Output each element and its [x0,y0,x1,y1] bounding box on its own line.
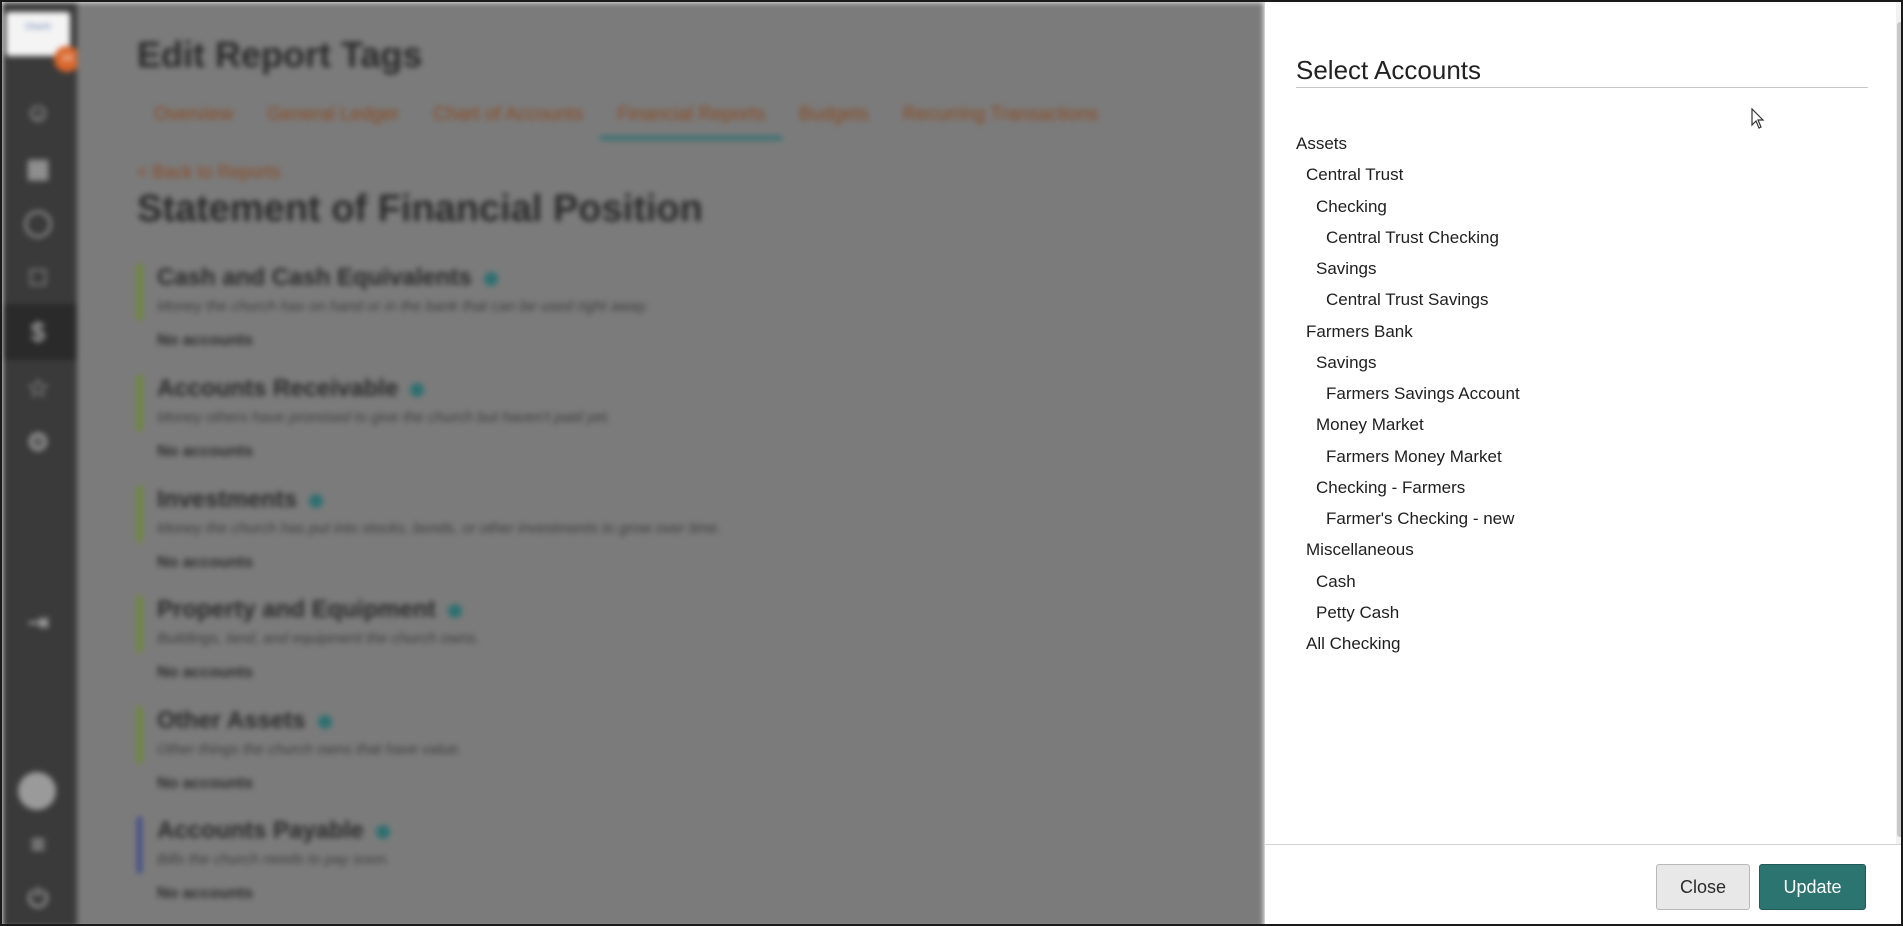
report-section [137,264,1037,356]
tab-financial-reports[interactable]: Financial Reports [600,100,782,140]
section-accent-bar [137,707,142,763]
section-accent-bar [137,817,142,873]
section-empty-text: No accounts [157,443,254,460]
panel-title-divider [1296,87,1868,88]
tab-bar [137,100,1115,140]
section-title-text: Accounts Payable [157,817,364,844]
section-description: Money others have promised to give the church but haven't paid yet. [157,409,611,426]
section-title [157,707,332,735]
report-section [137,596,1037,688]
account-item[interactable]: Savings [1316,352,1377,372]
account-item[interactable]: Farmer's Checking - new [1326,509,1515,528]
sliders-icon[interactable]: ≡ [30,829,46,859]
collapse-icon[interactable]: ⇥ [27,607,49,637]
panel-title: Select Accounts [1296,55,1481,85]
gear-icon[interactable]: ⚙ [26,427,50,457]
section-title-text: Cash and Cash Equivalents [157,264,472,291]
section-title-text: Other Assets [157,707,306,734]
report-section [137,817,1037,909]
account-item[interactable]: Central Trust [1306,165,1404,185]
section-empty-text: No accounts [157,332,254,349]
account-item[interactable]: Assets [1296,134,1348,153]
main-content [77,2,1264,926]
account-tree [1296,133,1856,664]
tab-overview[interactable]: Overview [154,104,234,125]
avatar[interactable] [18,772,56,810]
report-section [137,375,1037,467]
section-accent-bar [137,264,142,320]
account-item[interactable]: Checking - Farmers [1316,477,1466,497]
report-title: Statement of Financial Position [137,188,703,230]
info-icon[interactable] [376,825,390,839]
account-item[interactable]: All Checking [1306,634,1401,653]
account-item[interactable]: Money Market [1316,415,1424,435]
update-button[interactable]: Update [1759,864,1866,910]
report-section [137,486,1037,578]
account-item[interactable]: Miscellaneous [1306,540,1414,560]
info-icon[interactable] [309,494,323,508]
section-title [157,817,390,845]
report-section [137,707,1037,799]
section-empty-text: No accounts [157,775,254,792]
tab-budgets[interactable]: Budgets [799,104,869,125]
mouse-cursor-icon [1751,108,1765,130]
section-description: Money the church has on hand or in the bank that can be used right away. [157,298,649,315]
section-accent-bar [137,486,142,542]
section-title-text: Property and Equipment [157,596,436,623]
account-item[interactable]: Farmers Money Market [1326,446,1502,466]
people-icon[interactable]: ☺ [24,97,52,127]
back-to-reports-link[interactable]: < Back to Reports [137,162,281,182]
star-icon[interactable]: ☆ [26,373,50,403]
account-item[interactable]: Central Trust Savings [1326,290,1489,310]
section-empty-text: No accounts [157,885,254,902]
section-empty-text: No accounts [157,554,254,571]
panel-footer-divider [1265,844,1903,845]
background-app [2,2,1264,926]
info-icon[interactable] [448,604,462,618]
sidebar [2,2,77,926]
section-description: Buildings, land, and equipment the church owns. [157,630,480,647]
section-title [157,375,424,403]
account-item[interactable]: Farmers Bank [1306,321,1413,341]
section-empty-text: No accounts [157,664,254,681]
section-title-text: Accounts Receivable [157,375,399,402]
section-title [157,596,462,624]
account-item[interactable]: Central Trust Checking [1326,227,1499,247]
account-item[interactable]: Savings [1316,259,1377,278]
section-title-text: Investments [157,486,298,513]
account-item[interactable]: Cash [1316,571,1356,591]
section-description: Bills the church needs to pay soon. [157,851,390,868]
section-title [157,486,323,514]
calendar-icon[interactable]: ▦ [25,153,51,183]
tab-general-ledger[interactable]: General Ledger [267,104,400,125]
section-description: Money the church has put into stocks, bonds, or other investments to grow over time. [157,520,722,537]
power-icon[interactable]: ⏻ [27,883,49,913]
section-description: Other things the church owns that have value. [157,741,463,758]
tab-chart-of-accounts[interactable]: Chart of Accounts [433,104,584,125]
page-title: Edit Report Tags [137,34,423,75]
account-item[interactable]: Farmers Savings Account [1326,384,1520,403]
account-item[interactable]: Petty Cash [1316,602,1400,622]
chat-icon[interactable]: □ [30,261,46,291]
section-accent-bar [137,596,142,652]
account-item[interactable]: Checking [1316,196,1387,216]
info-icon[interactable] [484,272,498,286]
section-accent-bar [137,375,142,431]
section-title [157,264,498,292]
scrollbar-thumb[interactable] [1897,22,1903,837]
church-logo: Church [6,12,70,56]
select-accounts-panel [1264,2,1903,926]
info-icon[interactable] [318,715,332,729]
info-icon[interactable] [410,383,424,397]
panel-scrollbar[interactable] [1896,2,1903,844]
finance-icon[interactable]: $ [30,317,46,347]
tab-recurring-transactions[interactable]: Recurring Transactions [902,104,1099,125]
close-button[interactable]: Close [1656,864,1750,910]
giving-icon[interactable]: ◯ [23,207,53,237]
notification-badge[interactable]: 24 [54,46,80,72]
